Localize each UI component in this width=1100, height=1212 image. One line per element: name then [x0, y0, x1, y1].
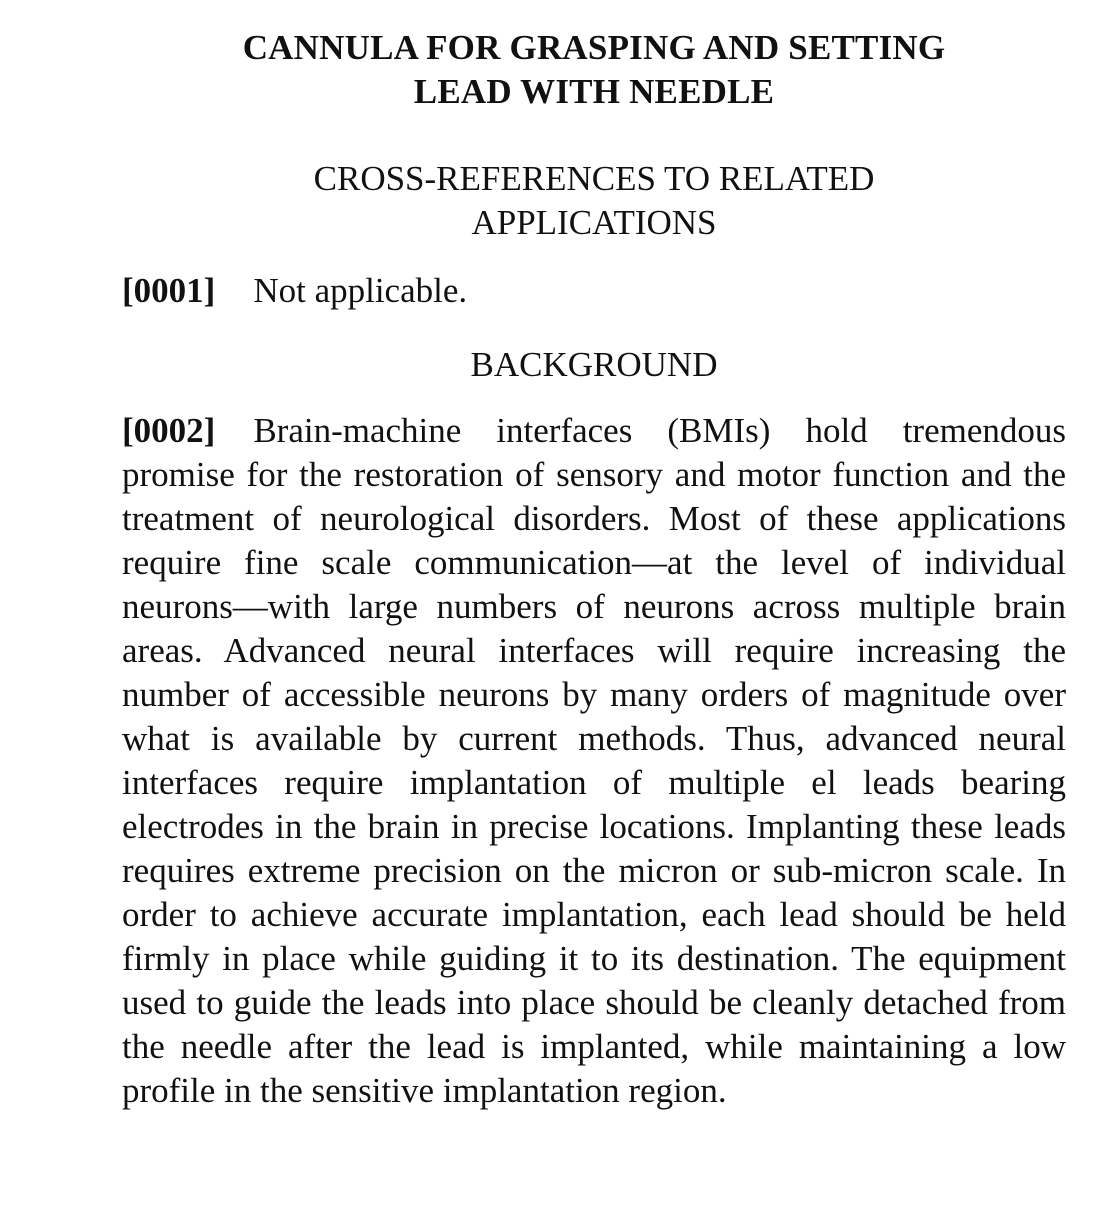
cross-references-heading [122, 157, 1066, 245]
background-heading: BACKGROUND [470, 345, 718, 384]
paragraph-text: Not applicable. [253, 271, 468, 310]
paragraph-number: [0002] [122, 411, 216, 450]
title-line-1: CANNULA FOR GRASPING AND SETTING [242, 28, 946, 67]
title-line-2: LEAD WITH NEEDLE [413, 72, 775, 111]
cross-references-heading-line-1: CROSS-REFERENCES TO RELATED [313, 159, 875, 198]
document-title [122, 26, 1066, 114]
paragraph-number: [0001] [122, 271, 216, 310]
paragraph-text: Brain-machine interfaces (BMIs) hold tremendous promise for the restoration of sensory and motor function and the treatment of neurological disorders. Most of these applications require fine scale communication—at the level of individual neurons—with large numbers of neurons across multiple brain areas. Advanced neural interfaces will require increasing the number of accessible neurons by many orders of magnitude over what is available by current methods. Thus, advanced neural interfaces require implantation of multiple el leads bearing electrodes in the brain in precise locations. Implanting these leads requires extreme precision on the micron or sub-micron scale. In order to achieve accurate implantation, each lead should be held firmly in place while guiding it to its destination. The equipment used to guide the leads into place should be cleanly detached from the needle after the lead is implanted, while maintaining a low profile in the sensitive implantation region. [122, 411, 1066, 1110]
patent-page [122, 26, 1066, 1113]
cross-references-heading-line-2: APPLICATIONS [471, 203, 717, 242]
paragraph-0002 [122, 409, 1066, 1113]
paragraph-0001 [122, 269, 1066, 313]
